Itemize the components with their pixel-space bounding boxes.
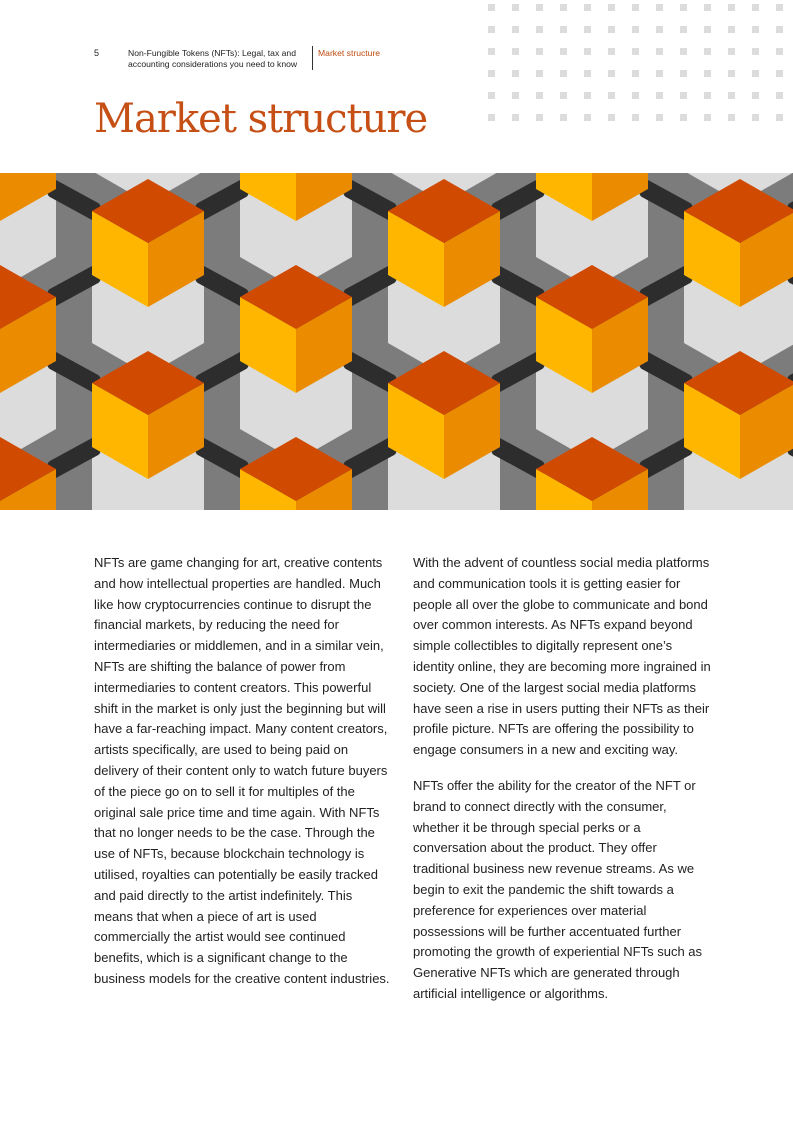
- grid-dot: [560, 70, 567, 77]
- grid-dot: [536, 70, 543, 77]
- grid-dot: [752, 4, 759, 11]
- grid-dot: [584, 92, 591, 99]
- grid-dot: [632, 26, 639, 33]
- grid-dot: [560, 114, 567, 121]
- page-number: 5: [94, 48, 100, 58]
- grid-dot: [536, 26, 543, 33]
- grid-dot: [776, 26, 783, 33]
- grid-dot: [560, 92, 567, 99]
- grid-dot: [776, 4, 783, 11]
- grid-dot: [488, 114, 495, 121]
- grid-dot: [752, 70, 759, 77]
- grid-dot: [536, 92, 543, 99]
- grid-dot: [560, 48, 567, 55]
- grid-dot: [488, 26, 495, 33]
- grid-dot: [632, 70, 639, 77]
- grid-dot: [488, 92, 495, 99]
- body-paragraph: NFTs are game changing for art, creative contents and how intellectual properties are handled. Much like how cryptocurrencies continue to disrupt the financial markets, by reducing the need for intermediaries or middlemen, and in a similar vein, NFTs are shifting the balance of power from intermediaries to content creators. This powerful shift in the market is only just the beginning but will have a far-reaching impact. Many content creators, artists specifically, are used to being paid on delivery of their content only to watch future buyers of the piece go on to sell it for multiples of the original sale price time and time again. With NFTs that no longer needs to be the case. Through the use of NFTs, because blockchain technology is utilised, royalties can potentially be easily tracked and paid directly to the artist indefinitely. This means that when a piece of art is used commercially the artist would see continued benefits, which is a significant change to the business models for the creative content industries.: [94, 555, 390, 986]
- grid-dot: [632, 114, 639, 121]
- grid-dot: [728, 70, 735, 77]
- grid-dot: [752, 48, 759, 55]
- grid-dot: [776, 70, 783, 77]
- grid-dot: [584, 4, 591, 11]
- grid-dot: [608, 114, 615, 121]
- grid-dot: [704, 70, 711, 77]
- grid-dot: [512, 114, 519, 121]
- grid-dot: [488, 70, 495, 77]
- grid-dot: [656, 48, 663, 55]
- grid-dot: [512, 70, 519, 77]
- grid-dot: [608, 26, 615, 33]
- grid-dot: [512, 92, 519, 99]
- grid-dot: [776, 92, 783, 99]
- page-title: Market structure: [94, 96, 428, 142]
- grid-dot: [560, 26, 567, 33]
- grid-dot: [512, 48, 519, 55]
- grid-dot: [536, 114, 543, 121]
- grid-dot: [584, 114, 591, 121]
- grid-dot: [728, 4, 735, 11]
- grid-dot: [536, 48, 543, 55]
- grid-dot: [608, 4, 615, 11]
- grid-dot: [776, 114, 783, 121]
- grid-dot: [656, 26, 663, 33]
- grid-dot: [752, 92, 759, 99]
- grid-dot: [512, 26, 519, 33]
- grid-dot: [656, 4, 663, 11]
- grid-dot: [704, 114, 711, 121]
- grid-dot: [680, 48, 687, 55]
- section-label: Market structure: [318, 48, 381, 58]
- grid-dot: [680, 4, 687, 11]
- grid-dot: [608, 70, 615, 77]
- grid-dot: [680, 114, 687, 121]
- grid-dot: [752, 114, 759, 121]
- hero-illustration: [0, 173, 793, 510]
- grid-dot: [536, 4, 543, 11]
- grid-dot: [656, 92, 663, 99]
- grid-dot: [584, 26, 591, 33]
- grid-dot: [680, 92, 687, 99]
- grid-dot: [584, 48, 591, 55]
- grid-dot: [752, 26, 759, 33]
- grid-dot: [728, 92, 735, 99]
- grid-dot: [704, 4, 711, 11]
- body-right-column: [413, 553, 713, 1020]
- grid-dot: [656, 114, 663, 121]
- grid-dot: [488, 4, 495, 11]
- body-paragraph: With the advent of countless social media platforms and communication tools it is getting easier for people all over the globe to communicate and bond over common interests. As NFTs expand beyond simple collectibles to digitally represent one’s identity online, they are becoming more ingrained in society. One of the largest social media platforms have seen a rise in users putting their NFTs as their profile picture. NFTs are offering the possibility to engage consumers in a new and exciting way.: [413, 555, 711, 758]
- grid-dot: [608, 48, 615, 55]
- grid-dot: [512, 4, 519, 11]
- grid-dot: [704, 26, 711, 33]
- grid-dot: [656, 70, 663, 77]
- body-left-column: [94, 553, 394, 1005]
- grid-dot: [488, 48, 495, 55]
- grid-dot: [704, 48, 711, 55]
- grid-dot: [776, 48, 783, 55]
- grid-dot: [728, 114, 735, 121]
- blockchain-cubes-illustration: [0, 173, 793, 510]
- grid-dot: [728, 26, 735, 33]
- grid-dot: [680, 26, 687, 33]
- body-paragraph: NFTs offer the ability for the creator of the NFT or brand to connect directly with the consumer, whether it be through special perks or a conversation about the product. They offer traditional business new revenue streams. As we begin to exit the pandemic the shift towards a preference for experiences over material possessions will be further accentuated further promoting the growth of experiential NFTs such as Generative NFTs which are generated through artificial intelligence or algorithms.: [413, 777, 703, 1001]
- grid-dot: [608, 92, 615, 99]
- grid-dot: [728, 48, 735, 55]
- grid-dot: [584, 70, 591, 77]
- grid-dot: [680, 70, 687, 77]
- grid-dot: [632, 92, 639, 99]
- grid-dot: [632, 48, 639, 55]
- grid-dot: [560, 4, 567, 11]
- grid-dot: [704, 92, 711, 99]
- decorative-dot-grid: [482, 0, 793, 140]
- grid-dot: [632, 4, 639, 11]
- header-divider: [312, 46, 313, 70]
- document-title: Non-Fungible Tokens (NFTs): Legal, tax and accounting considerations you need to know: [128, 48, 298, 69]
